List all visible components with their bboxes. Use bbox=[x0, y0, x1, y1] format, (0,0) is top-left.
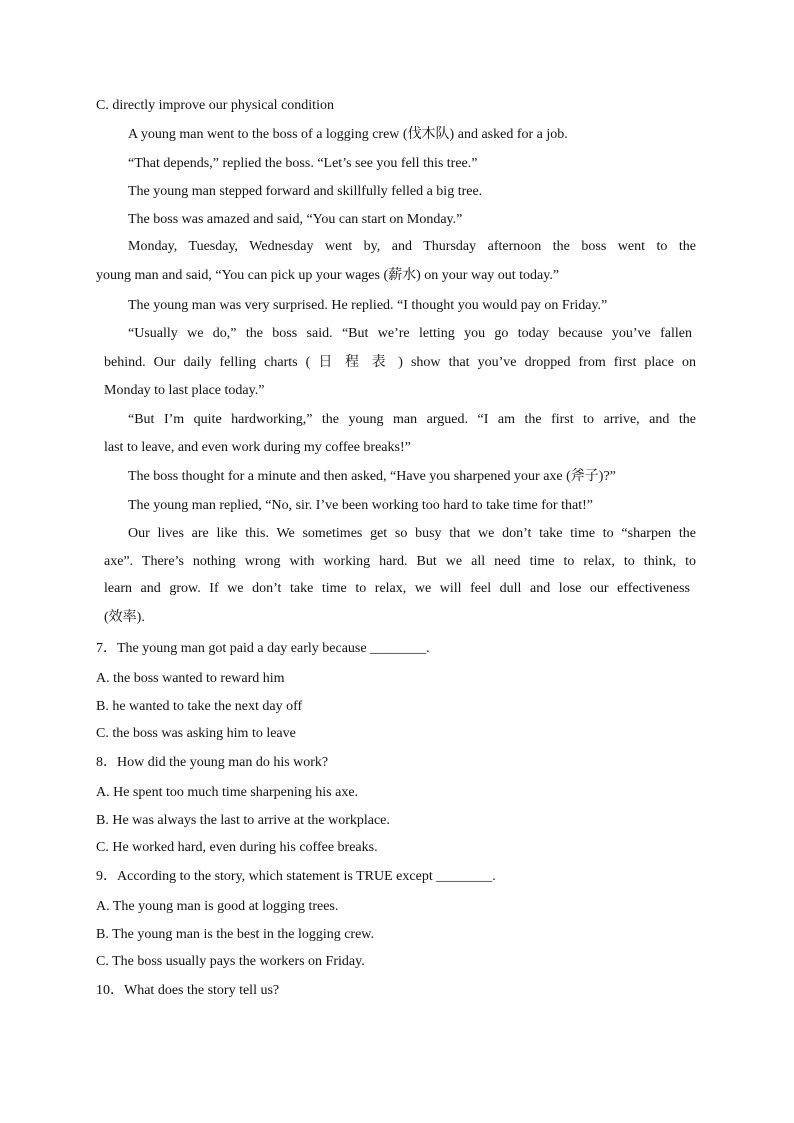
passage-line: “Usually we do,” the boss said. “But we’re letting you go today because you’ve fallen bbox=[128, 326, 692, 341]
option-a: A. the boss wanted to reward him bbox=[96, 671, 285, 686]
passage-line: The boss was amazed and said, “You can start on Monday.” bbox=[128, 212, 463, 227]
passage-line: The boss thought for a minute and then asked, “Have you sharpened your axe (斧子)?” bbox=[128, 469, 616, 484]
option-b: B. he wanted to take the next day off bbox=[96, 699, 303, 714]
passage-line: The young man stepped forward and skillfully felled a big tree. bbox=[128, 184, 483, 199]
passage-line: “But I’m quite hardworking,” the young man argued. “I am the first to arrive, and the bbox=[128, 412, 696, 427]
option-c: C. The boss usually pays the workers on Friday. bbox=[96, 954, 365, 969]
passage-line: (效率). bbox=[104, 610, 145, 625]
previous-option-c: C. directly improve our physical condition bbox=[96, 98, 334, 113]
option-c: C. the boss was asking him to leave bbox=[96, 726, 296, 741]
question-stem: 8．How did the young man do his work? bbox=[96, 755, 329, 770]
passage-line: The young man was very surprised. He replied. “I thought you would pay on Friday.” bbox=[128, 298, 608, 313]
question-stem: 10．What does the story tell us? bbox=[96, 983, 280, 998]
question-stem: 7．The young man got paid a day early because ________. bbox=[96, 641, 430, 656]
passage-line: Our lives are like this. We sometimes get so busy that we don’t take time to “sharpen the bbox=[128, 526, 696, 541]
question-stem: 9．According to the story, which statement is TRUE except ________. bbox=[96, 869, 496, 884]
passage-line: last to leave, and even work during my coffee breaks!” bbox=[104, 440, 411, 455]
passage-line: A young man went to the boss of a logging crew (伐木队) and asked for a job. bbox=[128, 127, 568, 142]
option-c: C. He worked hard, even during his coffee breaks. bbox=[96, 840, 378, 855]
passage-line: Monday, Tuesday, Wednesday went by, and Thursday afternoon the boss went to the bbox=[128, 239, 696, 254]
option-b: B. The young man is the best in the logging crew. bbox=[96, 927, 375, 942]
passage-line: “That depends,” replied the boss. “Let’s see you fell this tree.” bbox=[128, 156, 478, 171]
passage-line: The young man replied, “No, sir. I’ve been working too hard to take time for that!” bbox=[128, 498, 593, 513]
passage-line: learn and grow. If we don’t take time to relax, we will feel dull and lose our effectiveness bbox=[104, 581, 690, 596]
passage-line: young man and said, “You can pick up your wages (薪水) on your way out today.” bbox=[96, 268, 560, 283]
passage-line: axe”. There’s nothing wrong with working hard. But we all need time to relax, to think, to bbox=[104, 554, 696, 569]
option-b: B. He was always the last to arrive at the workplace. bbox=[96, 813, 390, 828]
option-a: A. The young man is good at logging trees. bbox=[96, 899, 339, 914]
passage-line: behind. Our daily felling charts ( 日 程 表 ) show that you’ve dropped from first place on bbox=[104, 355, 696, 370]
option-a: A. He spent too much time sharpening his axe. bbox=[96, 785, 359, 800]
passage-line: Monday to last place today.” bbox=[104, 383, 265, 398]
